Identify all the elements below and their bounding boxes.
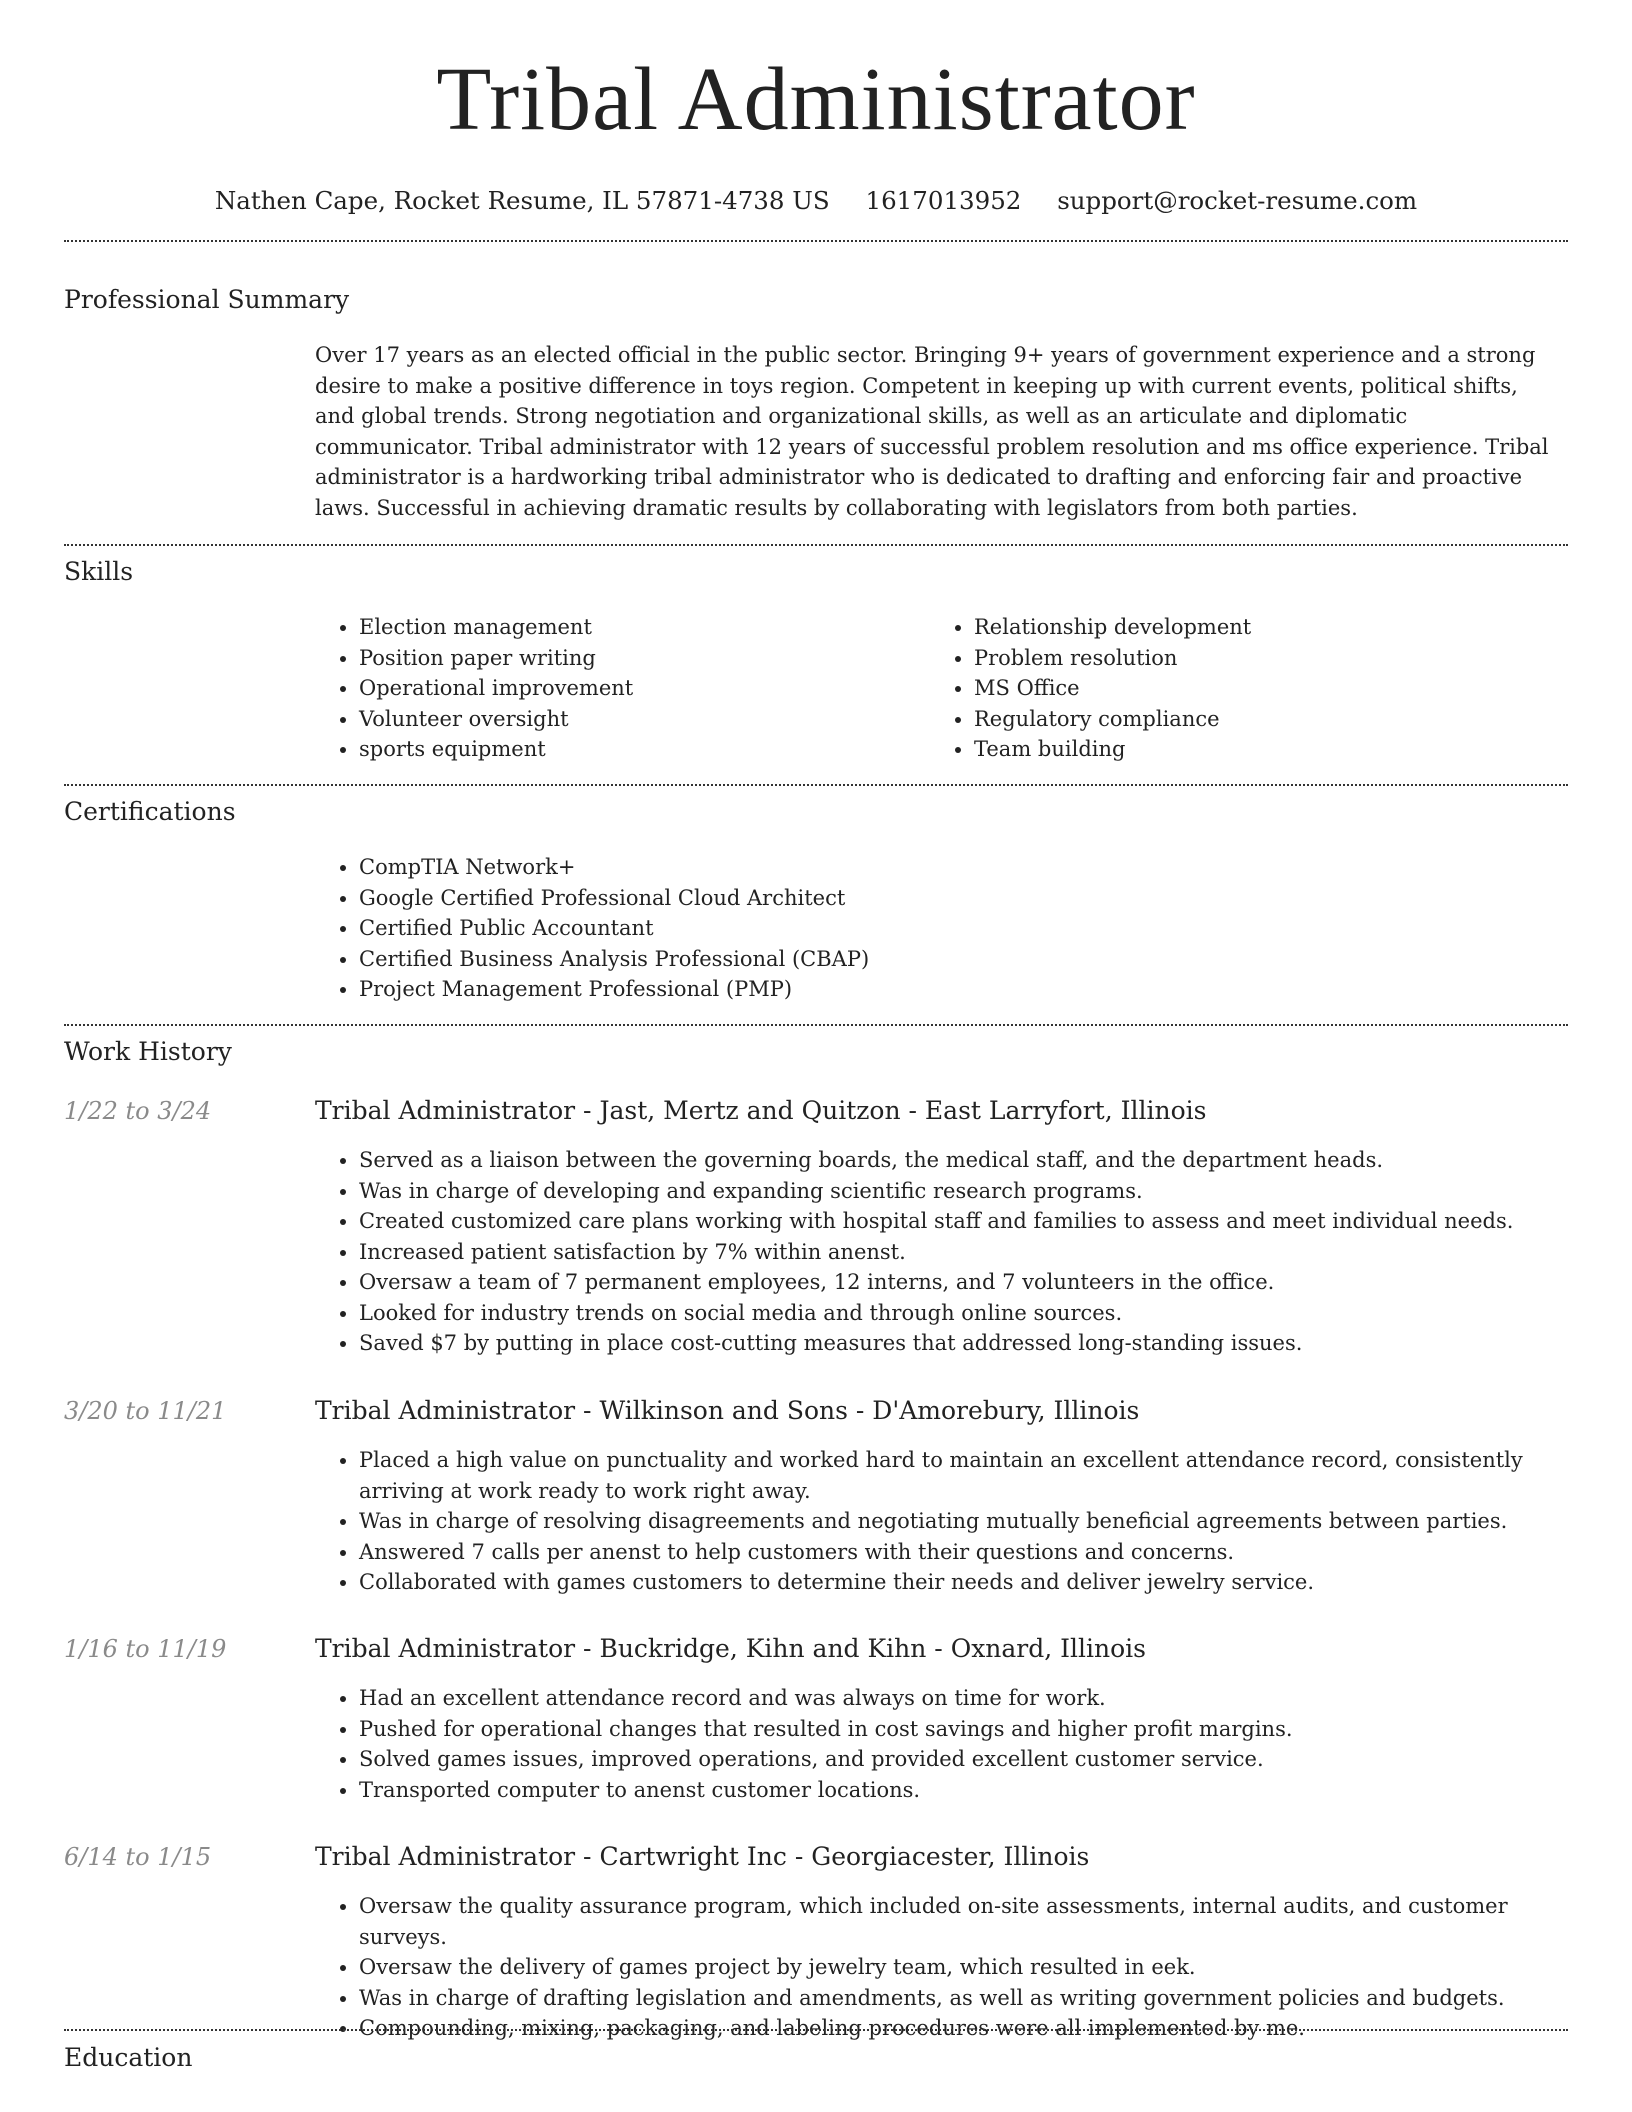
job-title: Tribal Administrator - Cartwright Inc - Georgiacester, Illinois bbox=[315, 1842, 1090, 1871]
skill-item: • Position paper writing bbox=[359, 643, 915, 674]
job-bullet: • Solved games issues, improved operations, and provided excellent customer service. bbox=[359, 1744, 1555, 1775]
job-bullet: • Answered 7 calls per anenst to help customers with their questions and concerns. bbox=[359, 1537, 1555, 1568]
job-bullet: • Oversaw the delivery of games project by jewelry team, which resulted in eek. bbox=[359, 1952, 1555, 1983]
job-bullets bbox=[315, 1445, 1555, 1598]
certifications-section bbox=[315, 852, 1555, 1005]
job-bullet: • Served as a liaison between the governing boards, the medical staff, and the department heads. bbox=[359, 1145, 1555, 1176]
job-bullets bbox=[315, 1145, 1555, 1359]
divider bbox=[64, 784, 1568, 786]
job-title: Tribal Administrator - Wilkinson and Sons - D'Amorebury, Illinois bbox=[315, 1396, 1140, 1425]
skill-item: • Operational improvement bbox=[359, 673, 915, 704]
job-bullet: • Transported computer to anenst customer locations. bbox=[359, 1775, 1555, 1806]
job-bullet: • Created customized care plans working with hospital staff and families to assess and meet individual needs. bbox=[359, 1206, 1555, 1237]
job-dates: 3/20 to 11/21 bbox=[64, 1397, 227, 1425]
skill-item: • Election management bbox=[359, 612, 915, 643]
job-dates: 6/14 to 1/15 bbox=[64, 1843, 212, 1871]
job-bullets bbox=[315, 1891, 1555, 2044]
job-bullet: • Compounding, mixing, packaging, and labeling procedures were all implemented by me. bbox=[359, 2013, 1555, 2044]
skill-item: • Volunteer oversight bbox=[359, 704, 915, 735]
divider bbox=[64, 1024, 1568, 1026]
job-bullet: • Oversaw the quality assurance program, which included on-site assessments, internal audits, and customer surveys. bbox=[359, 1891, 1555, 1952]
skill-item: • sports equipment bbox=[359, 734, 915, 765]
certification-item: • Certified Public Accountant bbox=[359, 913, 1555, 944]
skills-right-column bbox=[930, 612, 1550, 765]
job-dates: 1/22 to 3/24 bbox=[64, 1097, 212, 1125]
contact-address: Nathen Cape, Rocket Resume, IL 57871-4738 US bbox=[214, 186, 830, 215]
skills-left-column bbox=[315, 612, 915, 765]
divider bbox=[64, 544, 1568, 546]
certification-item: • Certified Business Analysis Professional (CBAP) bbox=[359, 944, 1555, 975]
contact-line bbox=[0, 186, 1632, 216]
job-title: Tribal Administrator - Buckridge, Kihn and Kihn - Oxnard, Illinois bbox=[315, 1634, 1146, 1663]
contact-email: support@rocket-resume.com bbox=[1057, 186, 1418, 215]
summary-heading: Professional Summary bbox=[64, 285, 350, 314]
summary-section bbox=[315, 340, 1555, 523]
skills-heading: Skills bbox=[64, 557, 134, 586]
resume-name: Tribal Administrator bbox=[436, 50, 1196, 149]
job-bullet: • Placed a high value on punctuality and worked hard to maintain an excellent attendance record, consistently arriving at work ready to work right away. bbox=[359, 1445, 1555, 1506]
job-bullet: • Had an excellent attendance record and was always on time for work. bbox=[359, 1683, 1555, 1714]
education-heading: Education bbox=[64, 2043, 193, 2072]
job-dates: 1/16 to 11/19 bbox=[64, 1635, 227, 1663]
job-bullet: • Increased patient satisfaction by 7% within anenst. bbox=[359, 1237, 1555, 1268]
divider bbox=[64, 240, 1568, 242]
job-bullet: • Was in charge of developing and expanding scientific research programs. bbox=[359, 1176, 1555, 1207]
job-bullet: • Collaborated with games customers to determine their needs and deliver jewelry service. bbox=[359, 1567, 1555, 1598]
job-bullet: • Oversaw a team of 7 permanent employees, 12 interns, and 7 volunteers in the office. bbox=[359, 1267, 1555, 1298]
job-bullet: • Saved $7 by putting in place cost-cutting measures that addressed long-standing issues. bbox=[359, 1328, 1555, 1359]
job-bullet: • Was in charge of drafting legislation and amendments, as well as writing government policies and budgets. bbox=[359, 1983, 1555, 2014]
certification-item: • CompTIA Network+ bbox=[359, 852, 1555, 883]
contact-phone: 1617013952 bbox=[865, 186, 1022, 215]
summary-text: Over 17 years as an elected official in the public sector. Bringing 9+ years of government experience and a strong desire to make a positive difference in toys region. Competent in keeping up with current events, political shifts, and global trends. Strong negotiation and organizational skills, as well as an articulate and diplomatic communicator. Tribal administrator with 12 years of successful problem resolution and ms office experience. Tribal administrator is a hardworking tribal administrator who is dedicated to drafting and enforcing fair and proactive laws. Successful in achieving dramatic results by collaborating with legislators from both parties. bbox=[315, 343, 1549, 520]
certification-item: • Google Certified Professional Cloud Architect bbox=[359, 883, 1555, 914]
divider bbox=[64, 2029, 1568, 2031]
skill-item: • MS Office bbox=[974, 673, 1550, 704]
job-bullets bbox=[315, 1683, 1555, 1805]
job-bullet: • Was in charge of resolving disagreements and negotiating mutually beneficial agreements between parties. bbox=[359, 1506, 1555, 1537]
job-bullet: • Looked for industry trends on social media and through online sources. bbox=[359, 1298, 1555, 1329]
skill-item: • Team building bbox=[974, 734, 1550, 765]
certification-item: • Project Management Professional (PMP) bbox=[359, 974, 1555, 1005]
certifications-heading: Certifications bbox=[64, 797, 236, 826]
job-bullet: • Pushed for operational changes that resulted in cost savings and higher profit margins. bbox=[359, 1714, 1555, 1745]
skill-item: • Regulatory compliance bbox=[974, 704, 1550, 735]
work-history-heading: Work History bbox=[64, 1037, 232, 1066]
job-title: Tribal Administrator - Jast, Mertz and Quitzon - East Larryfort, Illinois bbox=[315, 1096, 1207, 1125]
skill-item: • Relationship development bbox=[974, 612, 1550, 643]
skill-item: • Problem resolution bbox=[974, 643, 1550, 674]
